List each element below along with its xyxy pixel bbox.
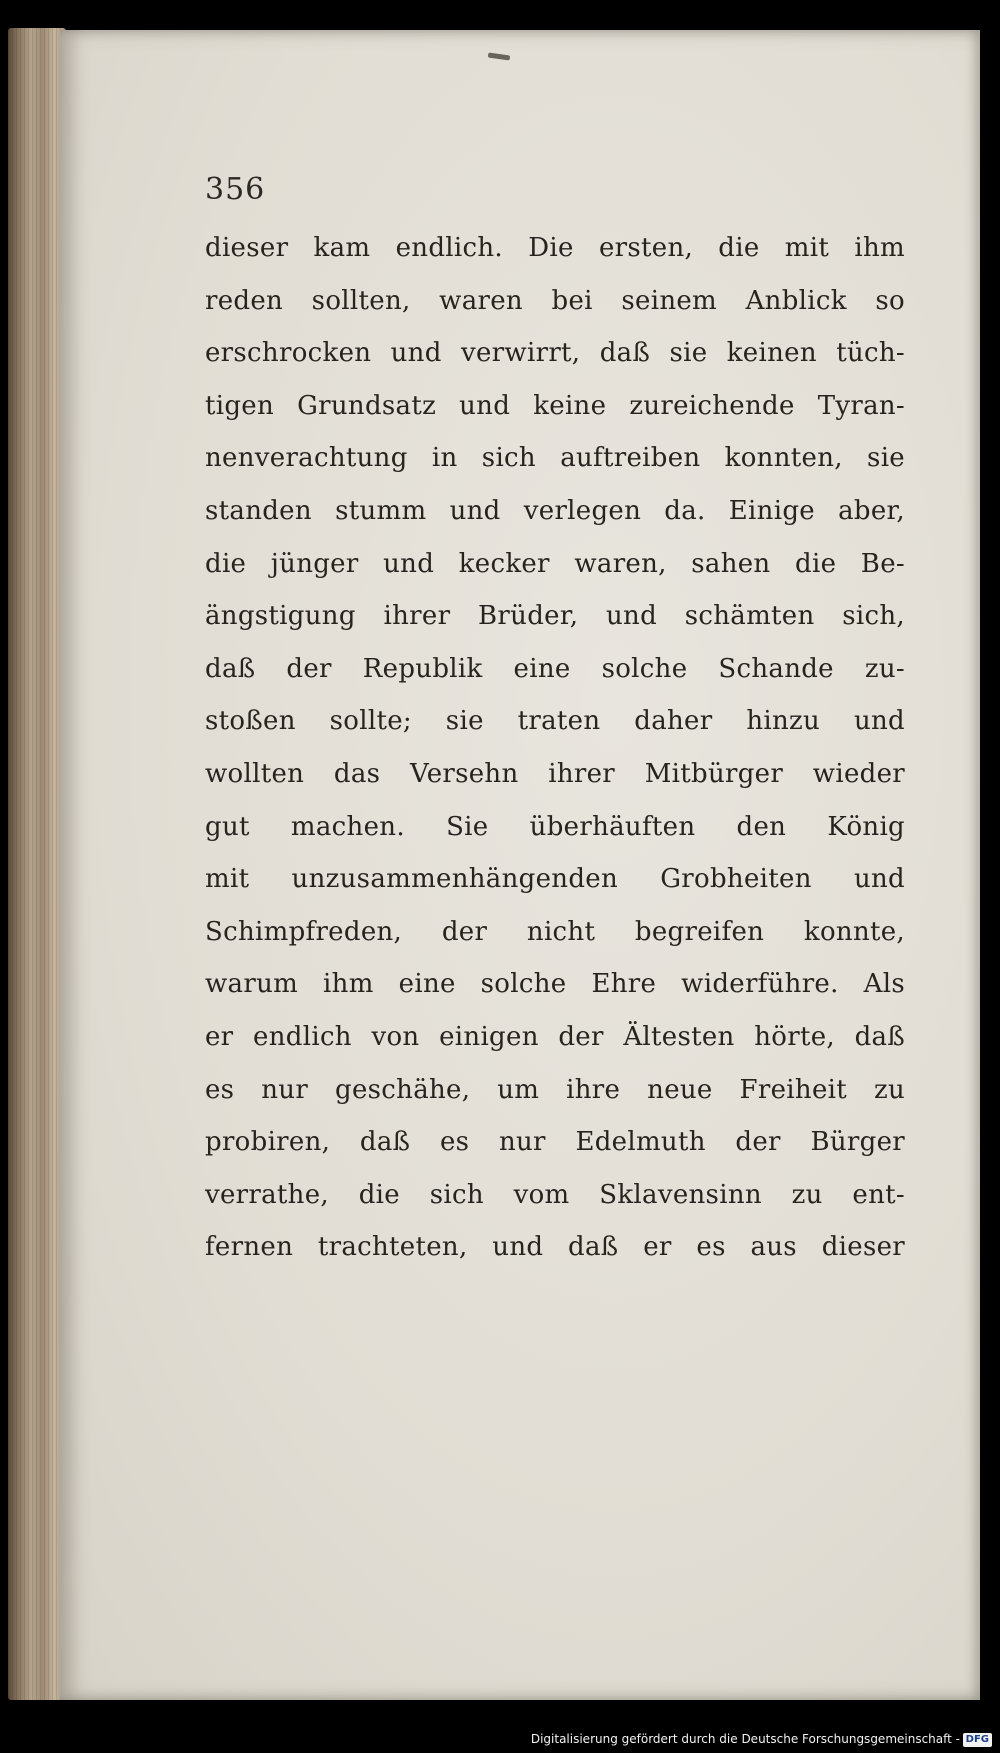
text-line-6: standen stumm und verlegen da. Einige aber, [205,495,905,526]
text-line-16: er endlich von einigen der Ältesten hörte, daß [205,1021,905,1052]
text-line-2: reden sollten, waren bei seinem Anblick so [205,285,905,316]
text-line-17: es nur geschähe, um ihre neue Freiheit zu [205,1074,905,1105]
text-line-10: stoßen sollte; sie traten daher hinzu und [205,706,905,737]
text-line-8: ängstigung ihrer Brüder, und schämten sich, [205,601,905,632]
text-line-12: gut machen. Sie überhäuften den König [205,811,905,842]
text-line-13: mit unzusammenhängenden Grobheiten und [205,864,905,895]
page-number: 356 [205,172,266,207]
body-text [205,222,905,1274]
text-line-1: dieser kam endlich. Die ersten, die mit ihm [205,233,905,263]
text-line-5: nenverachtung in sich auftreiben konnten, sie [205,443,905,474]
book-page-edges [8,28,66,1700]
text-line-4: tigen Grundsatz und keine zureichende Tyran- [205,390,905,421]
footer-bar [0,1723,1000,1753]
text-line-14: Schimpfreden, der nicht begreifen konnte, [205,916,905,947]
text-line-7: die jünger und kecker waren, sahen die Be- [205,548,905,579]
ink-mark [488,52,510,60]
text-line-15: warum ihm eine solche Ehre widerführe. Als [205,969,905,1000]
text-line-20: fernen trachteten, und daß er es aus dieser [205,1232,905,1263]
text-line-19: verrathe, die sich vom Sklavensinn zu ent- [205,1179,905,1210]
text-line-9: daß der Republik eine solche Schande zu- [205,653,905,684]
funding-credit: Digitalisierung gefördert durch die Deutsche Forschungsgemeinschaft - [530,1732,960,1746]
text-line-18: probiren, daß es nur Edelmuth der Bürger [205,1127,905,1158]
text-line-3: erschrocken und verwirrt, daß sie keinen tüch- [205,338,905,369]
dfg-logo[interactable]: DFG [963,1733,992,1747]
text-line-11: wollten das Versehn ihrer Mitbürger wieder [205,758,905,789]
